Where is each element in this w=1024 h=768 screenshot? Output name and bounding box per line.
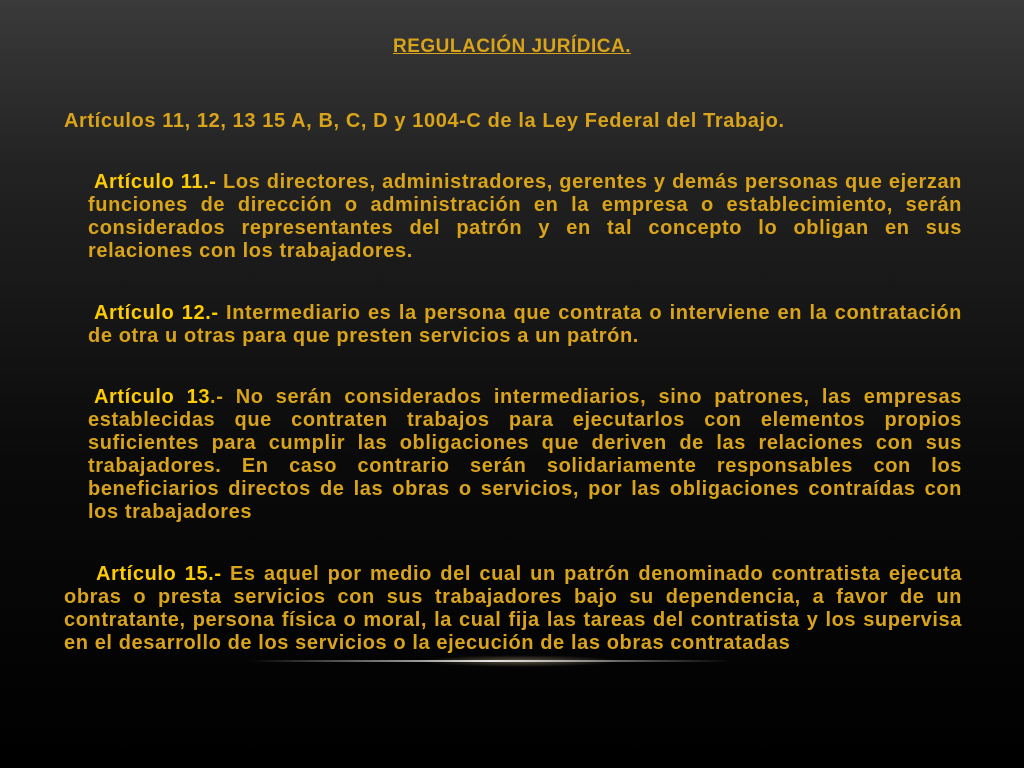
decorative-glow-line <box>250 660 730 662</box>
article-13-paragraph <box>88 386 962 524</box>
article-15-heading: Artículo 15.- <box>96 563 222 585</box>
article-11-heading: Artículo 11.- <box>94 171 217 193</box>
article-13-heading: Artículo 13 <box>94 386 211 408</box>
article-15-paragraph <box>64 563 962 655</box>
slide-title: REGULACIÓN JURÍDICA. <box>392 36 631 57</box>
article-13-text: .- No serán considerados intermediarios, sino patrones, las empresas establecidas que contraten trabajos para ejecutarlos con elementos propios suficientes para cumplir las obligaciones que deriven de las relaciones con sus trabajadores. En caso contrario serán solidariamente responsables con los beneficiarios directos de las obras o servicios, por las obligaciones contraídas con los trabajadores <box>88 386 962 523</box>
article-11-text: Los directores, administradores, gerentes y demás personas que ejerzan funciones de dirección o administración en la empresa o establecimiento, serán considerados representantes del patrón y en tal concepto lo obligan en sus relaciones con los trabajadores. <box>88 171 962 262</box>
article-12-text: Intermediario es la persona que contrata o interviene en la contratación de otra u otras para que presten servicios a un patrón. <box>88 302 962 347</box>
article-12-heading: Artículo 12.- <box>94 302 219 324</box>
article-12-paragraph <box>88 302 962 348</box>
article-15-text: Es aquel por medio del cual un patrón denominado contratista ejecuta obras o presta servicios con sus trabajadores bajo su dependencia, a favor de un contratante, persona física o moral, la cual fija las tareas del contratista y los supervisa en el desarrollo de los servicios o la ejecución de las obras contratadas <box>64 563 962 654</box>
intro-paragraph: Artículos 11, 12, 13 15 A, B, C, D y 1004-C de la Ley Federal del Trabajo. <box>64 110 785 132</box>
article-11-paragraph <box>88 171 962 263</box>
